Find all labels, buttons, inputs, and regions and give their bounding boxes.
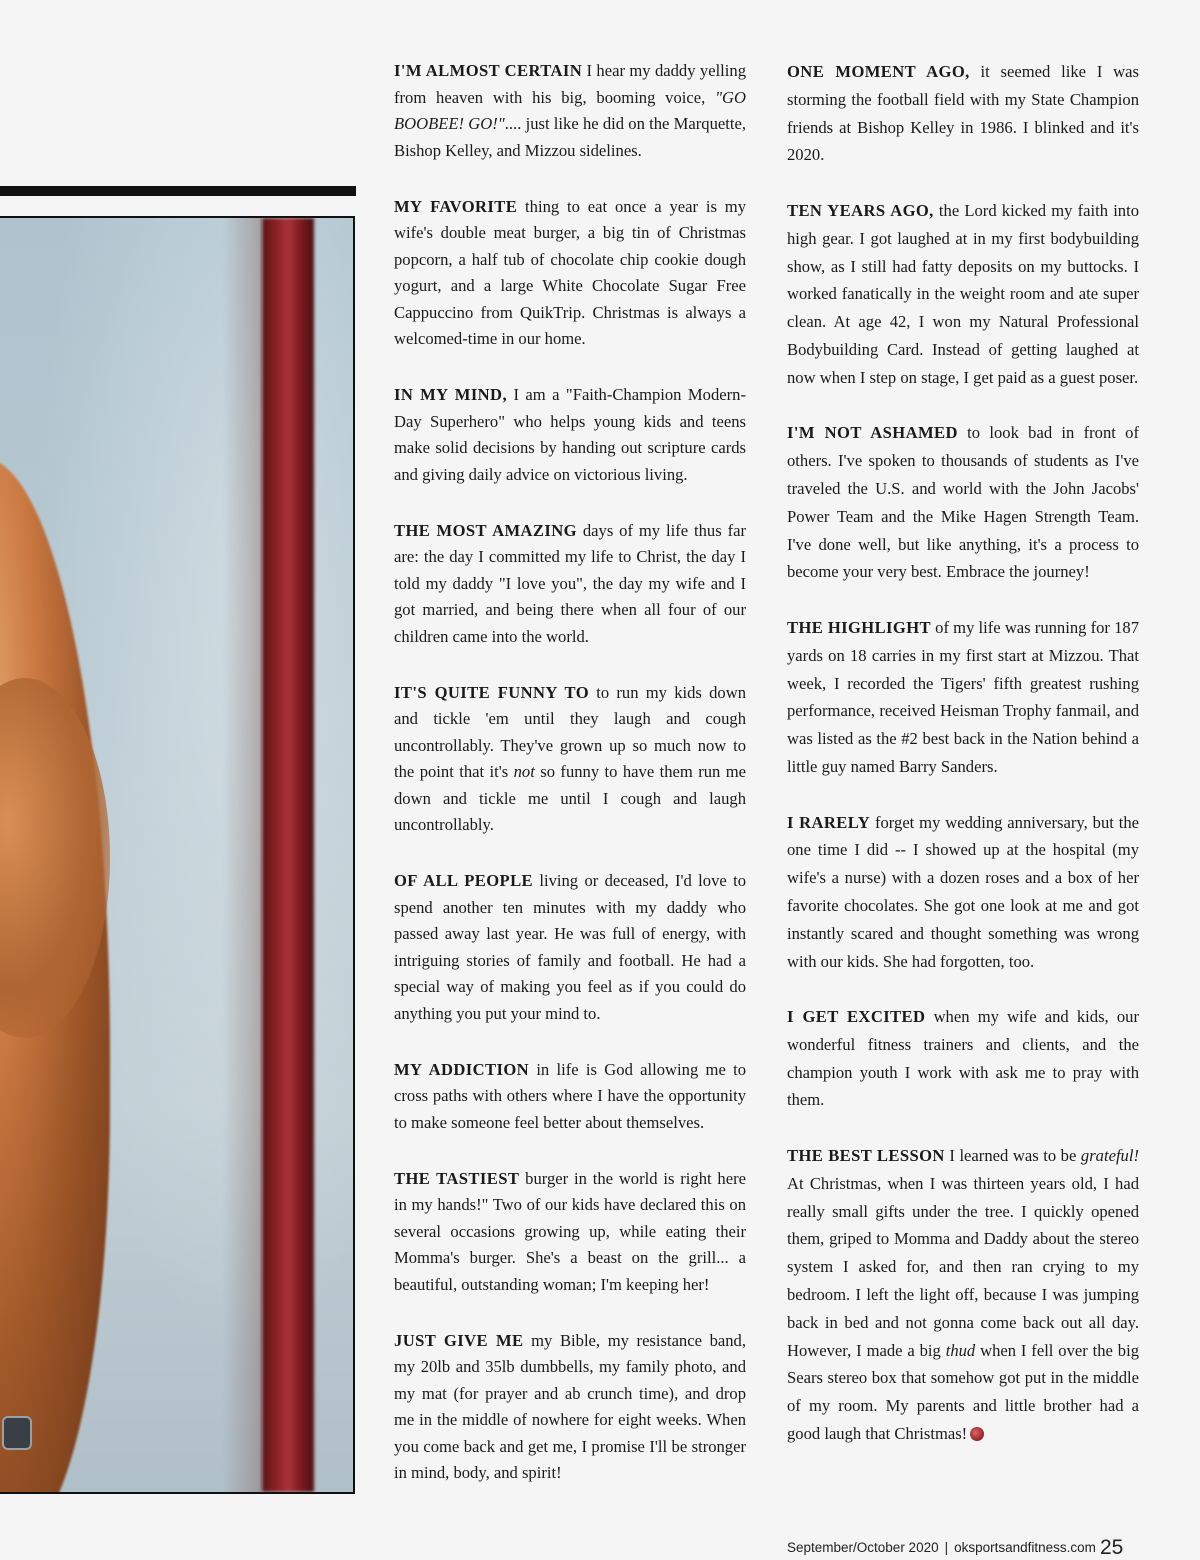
paragraph-lead: IN MY MIND, (394, 385, 507, 404)
right-text-column (787, 58, 1139, 1476)
issue-date: September/October 2020 (787, 1540, 939, 1555)
emphasis: not (513, 762, 535, 781)
ring (2, 1416, 32, 1450)
paragraph: THE MOST AMAZING days of my life thus far are: the day I committed my life to Christ, the day I told my daddy "I love you", the day my wife and I got married, and being there when all four of our children came into the world. (394, 520, 747, 646)
paragraph: I'M NOT ASHAMED to look bad in front of others. I've spoken to thousands of students as I've traveled the U.S. and world with the John Jacobs' Power Team and the Mike Hagen Strength Team. I've done well, but like anything, it's a process to become your very best. Embrace the journey! (787, 423, 1139, 582)
paragraph-lead: MY FAVORITE (394, 196, 518, 216)
paragraph: JUST GIVE ME my Bible, my resistance band, my 20lb and 35lb dumbbells, my family photo, and my mat (for prayer and ab crunch time), and drop me in the middle of nowhere for eight weeks. When you come back and get me, I promise I'll be stronger in mind, body, and spirit! (394, 1330, 746, 1482)
paragraph-lead: I'M ALMOST CERTAIN (394, 61, 583, 80)
red-pole (262, 218, 314, 1492)
paragraph-lead: I GET EXCITED (787, 1007, 926, 1027)
paragraph: ONE MOMENT AGO, it seemed like I was storming the football field with my State Champion friends at Bishop Kelley in 1986. I blinked and it's 2020. (787, 62, 1139, 165)
paragraph: THE HIGHLIGHT of my life was running for 187 yards on 18 carries in my first start at Mizzou. That week, I recorded the Tigers' fifth greatest rushing performance, received Heisman Trophy fanmail, and was listed as the #2 best back in the Nation behind a little guy named Barry Sanders. (787, 617, 1139, 776)
paragraph: I GET EXCITED when my wife and kids, our wonderful fitness trainers and clients, and the champion youth I work with ask me to pray with them. (787, 1007, 1140, 1110)
paragraph: THE TASTIEST burger in the world is right here in my hands!" Two of our kids have declared this on several occasions growing up, while eating their Momma's burger. She's a beast on the grill... a beautiful, outstanding woman; I'm keeping her! (394, 1168, 746, 1294)
paragraph-lead: ONE MOMENT AGO, (787, 62, 970, 81)
paragraph-lead: TEN YEARS AGO, (787, 200, 934, 220)
paragraph-lead: THE HIGHLIGHT (787, 617, 931, 637)
paragraph: IN MY MIND, I am a "Faith-Champion Modern-Day Superhero" who helps young kids and teens make solid decisions by handing out scripture cards and giving daily advice on victorious living. (394, 385, 746, 484)
paragraph-lead: THE MOST AMAZING (394, 520, 577, 540)
paragraph-lead: MY ADDICTION (394, 1059, 530, 1079)
emphasis: grateful! (1080, 1146, 1139, 1166)
emphasis: thud (945, 1340, 976, 1360)
website-link[interactable]: oksportsandfitness.com (954, 1540, 1096, 1555)
paragraph-lead: I RARELY (787, 812, 871, 832)
paragraph: MY ADDICTION in life is God allowing me to cross paths with others where I have the opportunity to make someone feel better about themselves. (394, 1059, 747, 1132)
page-number: 25 (1099, 1536, 1124, 1559)
paragraph: MY FAVORITE thing to eat once a year is my wife's double meat burger, a big tin of Christmas popcorn, a half tub of chocolate chip cookie dough yogurt, and a large White Chocolate Sugar Free Cappuccino from QuikTrip. Christmas is always a welcomed-time in our home. (394, 196, 746, 348)
paragraph: TEN YEARS AGO, the Lord kicked my faith into high gear. I got laughed at in my first bodybuilding show, as I still had fatty deposits on my buttocks. I worked fanatically in the weight room and ate super clean. At age 42, I won my Natural Professional Bodybuilding Card. Instead of getting laughed at now when I step on stage, I get paid as a guest poser. (787, 200, 1140, 387)
footer-separator: | (944, 1540, 949, 1555)
paragraph-lead: JUST GIVE ME (394, 1330, 524, 1350)
paragraph: THE BEST LESSON I learned was to be grateful! At Christmas, when I was thirteen years old, I had really small gifts under the tree. I quickly opened them, griped to Momma and Daddy about the stereo system I asked for, and then ran crying to my bedroom. I left the light off, because I was jumping back in bed and not gonna come back out all day. However, I made a big thud when I fell over the big Sears stereo box that somehow got put in the middle of my room. My parents and little brother had a good laugh that Christmas! (787, 1146, 1139, 1444)
paragraph-lead: THE TASTIEST (394, 1168, 520, 1188)
end-of-article-icon (970, 1427, 984, 1441)
left-text-column (394, 58, 746, 1516)
paragraph: OF ALL PEOPLE living or deceased, I'd love to spend another ten minutes with my daddy who passed away last year. He was full of energy, with intriguing stories of family and football. He had a special way of making you feel as if you could do anything you put your mind to. (394, 871, 746, 1023)
emphasis: "GO BOOBEE! GO!" (394, 87, 746, 133)
page-footer (787, 1536, 1147, 1560)
photo-shadow (222, 218, 262, 1492)
paragraph-lead: IT'S QUITE FUNNY TO (394, 682, 590, 702)
paragraph: IT'S QUITE FUNNY TO to run my kids down and tickle 'em until they laugh and cough uncontrollably. They've grown up so much now to the point that it's not so funny to have them run me down and tickle me until I cough and laugh uncontrollably. (394, 682, 747, 834)
top-rule (0, 186, 356, 196)
paragraph: I RARELY forget my wedding anniversary, but the one time I did -- I showed up at the hospital (my wife's a nurse) with a dozen roses and a box of her favorite chocolates. She got one look at me and got instantly scared and thought something was wrong with our kids. She had forgotten, too. (787, 812, 1139, 971)
paragraph-lead: THE BEST LESSON (787, 1146, 945, 1166)
paragraph-lead: I'M NOT ASHAMED (787, 423, 958, 443)
paragraph: I'M ALMOST CERTAIN I hear my daddy yelling from heaven with his big, booming voice, "GO BOOBEE! GO!".... just like he did on the Marquette, Bishop Kelley, and Mizzou sidelines. (394, 61, 746, 160)
athlete-photo (0, 216, 355, 1494)
paragraph-lead: OF ALL PEOPLE (394, 871, 534, 890)
